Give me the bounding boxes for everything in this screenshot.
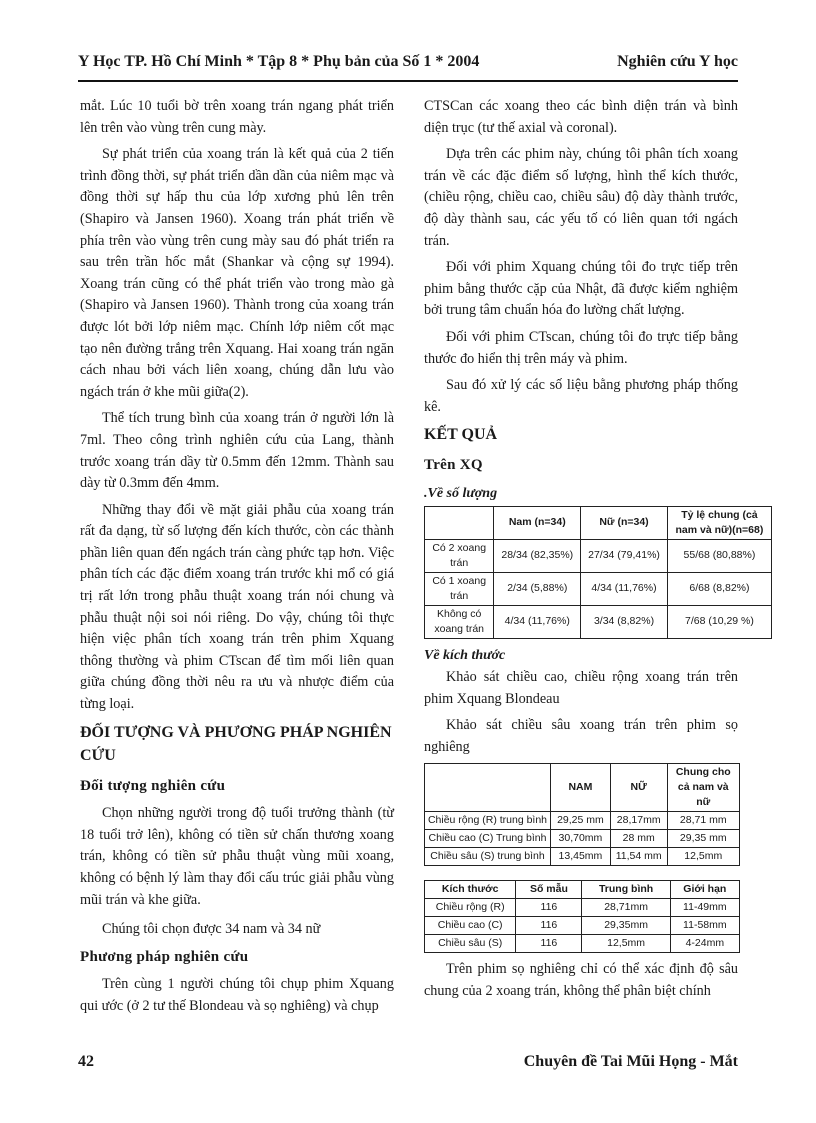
table-cell: 7/68 (10,29 %) — [667, 605, 771, 638]
table-header-row — [425, 764, 740, 812]
table-cell: 116 — [516, 917, 582, 935]
subheading-count: .Về số lượng — [424, 485, 498, 501]
table-cell: 11-58mm — [670, 917, 739, 935]
journal-title: Y Học TP. Hồ Chí Minh * Tập 8 * Phụ bản của Số 1 * 2004 — [78, 53, 480, 70]
table-cell: 55/68 (80,88%) — [667, 539, 771, 572]
table-dimensions-by-sex — [424, 763, 740, 866]
table-cell: Chiều rộng (R) trung bình — [425, 812, 551, 830]
table-cell: Chiều cao (C) Trung bình — [425, 830, 551, 848]
paragraph: Sự phát triển của xoang trán là kết quả của 2 tiến trình đồng thời, sự phát triển dần dần của niêm mạc và đồng thời sự hấp thu của lớp xương phủ lên trên (Shapiro và Jansen 1960). Xoang trán phát triển về phía trên vào vùng trên cung mày sau đó phát triển ra sau trên trần hốc mắt (Shankar và cộng sự 1994). Xoang trán cũng có thể phát triển vào trong mào gà (Shapiro và Jansen 1960). Thành trong của xoang trán được lót bởi lớp niêm mạc. Chính lớp niêm cốt mạc tạo nên đường trắng trên Xquang. Hai xoang trán ngăn cách nhau bởi vách liên xoang, chúng dẫn lưu vào ngách trán ở khe mũi giữa(2). — [80, 146, 394, 400]
table-cell: 29,35mm — [582, 917, 670, 935]
table-row — [425, 812, 740, 830]
paragraph: Sau đó xử lý các số liệu bằng phương pháp thống kê. — [424, 377, 738, 415]
subheading-xq: Trên XQ — [424, 457, 483, 474]
table-cell: 30,70mm — [551, 830, 611, 848]
table-cell: 4-24mm — [670, 935, 739, 953]
table-cell: 28/34 (82,35%) — [494, 539, 581, 572]
table-cell: 28,71 mm — [667, 812, 739, 830]
table-header-cell — [425, 764, 551, 812]
table-cell: 12,5mm — [582, 935, 670, 953]
table-header-cell: Nam (n=34) — [494, 506, 581, 539]
table-cell: 28,17mm — [610, 812, 667, 830]
table-row — [425, 917, 740, 935]
table-dimension-summary — [424, 880, 740, 953]
table-row — [425, 572, 772, 605]
table-header-cell: Giới hạn — [670, 881, 739, 899]
table-row — [425, 539, 772, 572]
table-cell: 6/68 (8,82%) — [667, 572, 771, 605]
table-cell: 13,45mm — [551, 848, 611, 866]
paragraph: Chúng tôi chọn được 34 nam và 34 nữ — [102, 921, 321, 938]
table-cell: Chiều sâu (S) — [425, 935, 516, 953]
table-cell: 116 — [516, 935, 582, 953]
table-cell: Chiều cao (C) — [425, 917, 516, 935]
table-cell: 11-49mm — [670, 899, 739, 917]
table-count — [424, 506, 772, 639]
table-cell: 116 — [516, 899, 582, 917]
table-header-cell: Nữ (n=34) — [581, 506, 668, 539]
table-header-cell — [425, 506, 494, 539]
page-number: 42 — [78, 1053, 94, 1070]
running-header — [78, 53, 738, 75]
table-cell: 4/34 (11,76%) — [581, 572, 668, 605]
right-column — [424, 96, 764, 1008]
table-header-cell: Chung cho cả nam và nữ — [667, 764, 739, 812]
paragraph: CTSCan các xoang theo các bình diện trán và bình diện trục (tư thế axial và coronal). — [424, 98, 738, 136]
table-row — [425, 935, 740, 953]
paragraph: Đối với phim Xquang chúng tôi đo trực tiếp trên phim bằng thước cặp của Nhật, đã được kiểm nghiệm bởi trung tâm chuẩn hóa đo lường chất lượng. — [424, 259, 738, 319]
table-cell: 11,54 mm — [610, 848, 667, 866]
table-header-cell: Tỷ lệ chung (cả nam và nữ)(n=68) — [667, 506, 771, 539]
paragraph: Dựa trên các phim này, chúng tôi phân tích xoang trán về các đặc điểm số lượng, hình thể kích thước,(chiều rộng, chiều cao, chiều sâu) độ dày thành trước, độ dày thành sau, các yếu tố có liên quan tới ngách trán. — [424, 146, 738, 249]
table-cell: 29,35 mm — [667, 830, 739, 848]
table-header-cell: NỮ — [610, 764, 667, 812]
table-cell: 3/34 (8,82%) — [581, 605, 668, 638]
subheading-method: Phương pháp nghiên cứu — [80, 948, 249, 965]
table-header-cell: NAM — [551, 764, 611, 812]
table-cell: 28 mm — [610, 830, 667, 848]
section-title: Nghiên cứu Y học — [617, 53, 738, 70]
paragraph: mắt. Lúc 10 tuổi bờ trên xoang trán ngang phát triển lên trên vào vùng trên cung mày. — [80, 98, 394, 136]
paragraph: Thể tích trung bình của xoang trán ở người lớn là 7ml. Theo công trình nghiên cứu của Lang, thành trước xoang trán dầy từ 0.5mm đến 12mm. Thành sau dày từ 0.3mm đến 4mm. — [80, 410, 394, 492]
table-cell: 28,71mm — [582, 899, 670, 917]
table-cell: 29,25 mm — [551, 812, 611, 830]
subheading-size: Về kích thước — [424, 647, 506, 663]
paragraph: Những thay đổi về mặt giải phẫu của xoang trán rất đa dạng, từ số lượng đến kích thước, còn các thành phần liên quan đến ngách trán càng phức tạp hơn. Việc phân tích các đặc điểm xoang trán trước khi mổ có giá trị rất lớn trong phẫu thuật xoang trán nói chung và phẫu thuật nội soi nói riêng. Do vậy, chúng tôi thực hiện việc phân tích xoang trán trên phim Xquang thông thường và phim CTscan để tìm mối liên quan giữa chúng đồng thời nêu ra ưu và nhược điểm của từng loại. — [80, 501, 394, 713]
table-cell: 2/34 (5,88%) — [494, 572, 581, 605]
table-header-cell: Kích thước — [425, 881, 516, 899]
subheading-subjects: Đối tượng nghiên cứu — [80, 777, 226, 794]
table-header-cell: Trung bình — [582, 881, 670, 899]
table-cell: Có 2 xoang trán — [425, 539, 494, 572]
table-cell: Không có xoang trán — [425, 605, 494, 638]
table-cell: 4/34 (11,76%) — [494, 605, 581, 638]
paragraph: Trên cùng 1 người chúng tôi chụp phim Xquang qui ước (ở 2 tư thế Blondeau và sọ nghiêng) và chụp — [80, 976, 394, 1014]
table-cell: Chiều sâu (S) trung bình — [425, 848, 551, 866]
section-heading-results: KẾT QUẢ — [424, 426, 498, 444]
table-cell: Chiều rộng (R) — [425, 899, 516, 917]
paragraph: Khảo sát chiều cao, chiều rộng xoang trán trên phim Xquang Blondeau — [424, 669, 738, 707]
paragraph: Đối với phim CTscan, chúng tôi đo trực tiếp bằng thước đo hiển thị trên máy và phim. — [424, 328, 738, 367]
paragraph: Chọn những người trong độ tuổi trưởng thành (từ 18 tuổi trở lên), không có tiền sử chấn thương xoang trán, không có tiền sử phẫu thuật vùng mũi xoang, không có bệnh lý làm thay đổi cấu trúc giải phẫu vùng mũi trán và khe giữa. — [80, 805, 394, 908]
table-header-row — [425, 881, 740, 899]
table-header-cell: Số mẫu — [516, 881, 582, 899]
table-row — [425, 899, 740, 917]
table-row — [425, 605, 772, 638]
table-cell: 27/34 (79,41%) — [581, 539, 668, 572]
table-header-row — [425, 506, 772, 539]
paragraph: Khảo sát chiều sâu xoang trán trên phim sọ nghiêng — [424, 717, 738, 755]
topic-title: Chuyên đề Tai Mũi Họng - Mắt — [523, 1053, 738, 1070]
section-heading-methods: ĐỐI TƯỢNG VÀ PHƯƠNG PHÁP NGHIÊN CỨU — [80, 723, 392, 764]
paragraph: Trên phim sọ nghiêng chỉ có thể xác định độ sâu chung của 2 xoang trán, không thể phân biệt chính — [424, 961, 738, 1000]
table-row — [425, 830, 740, 848]
header-rule — [78, 80, 738, 82]
table-cell: Có 1 xoang trán — [425, 572, 494, 605]
table-cell: 12,5mm — [667, 848, 739, 866]
left-column — [80, 96, 394, 1023]
table-row — [425, 848, 740, 866]
